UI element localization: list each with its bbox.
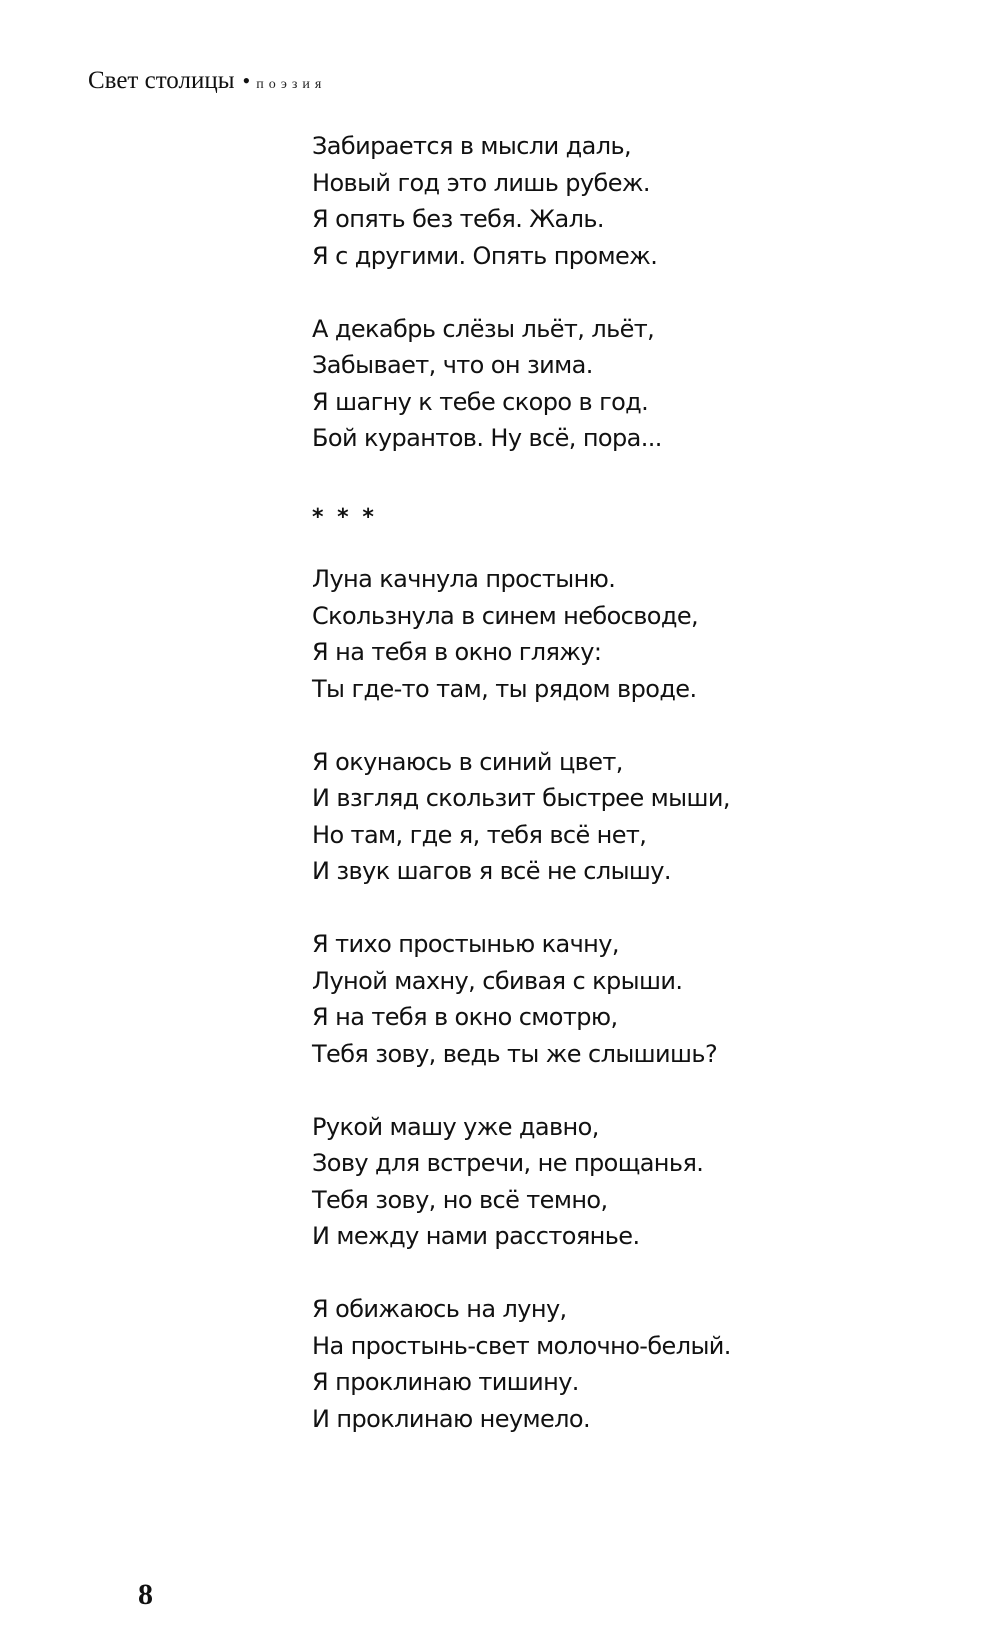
header-bullet: •: [242, 68, 251, 93]
poem-line: Скользнула в синем небосводе,: [312, 601, 699, 630]
poem-line: Я проклинаю тишину.: [312, 1368, 579, 1396]
poem-line: Ты где-то там, ты рядом вроде.: [312, 674, 697, 703]
poem-line: Луна качнула простыню.: [312, 565, 616, 593]
poem-line: Я опять без тебя. Жаль.: [312, 205, 604, 233]
poem-line: Бой курантов. Ну всё, пора...: [312, 424, 662, 452]
poem-line: И между нами расстоянье.: [312, 1222, 640, 1250]
poem-line: Луной махну, сбивая с крыши.: [312, 966, 683, 995]
poem-line: Забывает, что он зима.: [312, 351, 593, 379]
poem-line: Я окунаюсь в синий цвет,: [312, 747, 623, 776]
journal-title: Свет столицы: [88, 67, 235, 94]
poem-line: На простынь-свет молочно-белый.: [312, 1331, 731, 1360]
poem-line: Я обижаюсь на луну,: [312, 1295, 567, 1323]
page-number: 8: [138, 1578, 153, 1611]
poem-line: Но там, где я, тебя всё нет,: [312, 820, 647, 849]
poem-line: Зову для встречи, не прощанья.: [312, 1149, 704, 1177]
stanza-gap: [312, 890, 952, 927]
poem-line: И проклинаю неумело.: [312, 1404, 591, 1433]
stanza-gap: [312, 1255, 952, 1292]
poem2-stanza-1: [312, 561, 952, 707]
poem-column: [312, 128, 952, 1437]
poem2-stanza-5: [312, 1291, 952, 1437]
poem-line: Я с другими. Опять промеж.: [312, 241, 658, 270]
poem-line: И звук шагов я всё не слышу.: [312, 857, 671, 885]
stanza-gap: [312, 274, 952, 311]
stanza-gap: [312, 1072, 952, 1109]
poem-separator: * * *: [312, 504, 377, 530]
poem2-stanza-4: [312, 1109, 952, 1255]
stanza-gap: [312, 707, 952, 744]
poem-line: Тебя зову, но всё темно,: [312, 1185, 608, 1214]
poem-line: Я на тебя в окно гляжу:: [312, 638, 602, 666]
poem-line: И взгляд скользит быстрее мыши,: [312, 784, 730, 812]
poem2-stanza-3: [312, 926, 952, 1072]
poem-line: Я шагну к тебе скоро в год.: [312, 387, 649, 416]
poem2-stanza-2: [312, 744, 952, 890]
poem-line: Новый год это лишь рубеж.: [312, 168, 650, 197]
poem-line: А декабрь слёзы льёт, льёт,: [312, 314, 655, 343]
poem-line: Забирается в мысли даль,: [312, 132, 632, 160]
poem-line: Я тихо простынью качну,: [312, 930, 619, 958]
poem-line: Я на тебя в окно смотрю,: [312, 1003, 618, 1031]
section-title: поэзия: [256, 77, 327, 92]
poem-line: Рукой машу уже давно,: [312, 1112, 599, 1141]
running-header: [88, 66, 326, 100]
poem-line: Тебя зову, ведь ты же слышишь?: [312, 1039, 718, 1068]
poem1-stanza-1: [312, 128, 952, 274]
poem1-stanza-2: [312, 311, 952, 457]
